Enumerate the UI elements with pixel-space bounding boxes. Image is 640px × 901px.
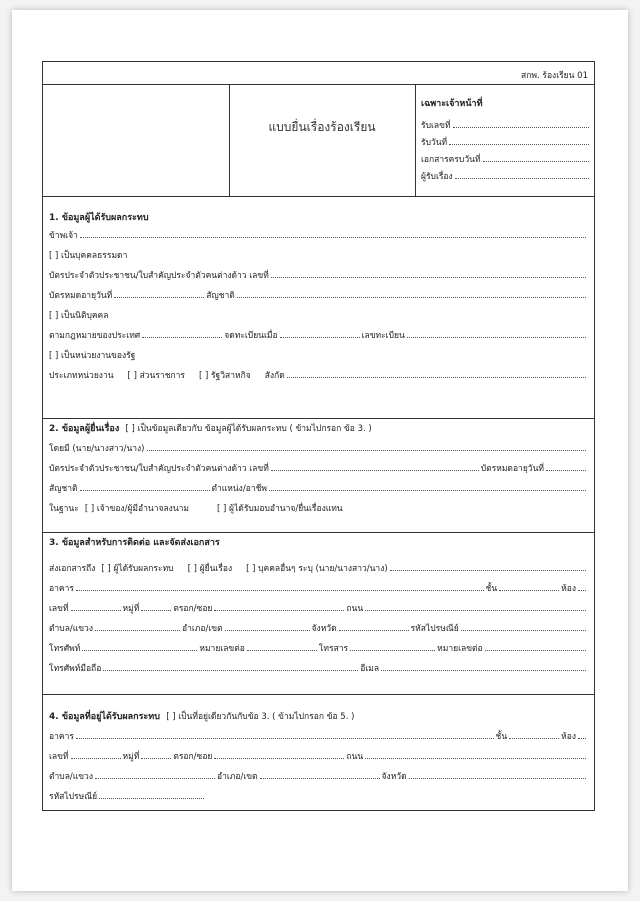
phone-row[interactable] [49,641,588,661]
label: หมายเลขต่อ [437,644,483,654]
label: โดยมี (นาย/นางสาว/นาง) [49,444,145,454]
postcode-row[interactable] [49,789,588,809]
label: ถนน [346,752,364,762]
label: [ ] เป็นบุคคลธรรมดา [49,251,128,261]
label: บัตรหมดอายุวันที่ [49,291,113,301]
filer-capacity-row [49,501,588,521]
building-row[interactable] [49,729,588,749]
address-row[interactable] [49,601,588,621]
label: ตำแหน่ง/อาชีพ [211,484,267,494]
divider [229,84,230,196]
label: เลขที่ [49,752,69,762]
label: โทรศัพท์มือถือ [49,664,102,674]
section-title: 1. ข้อมูลผู้ได้รับผลกระทบ [49,213,149,223]
building-row[interactable] [49,581,588,601]
officer-only-box [421,96,591,186]
label: ประเภทหน่วยงาน [49,371,114,381]
expiry-nationality-row[interactable] [49,288,588,308]
section-title: 3. ข้อมูลสำหรับการติดต่อ และจัดส่งเอกสาร [49,538,220,548]
label: ตำบล/แขวง [49,624,93,634]
label: บัตรประจำตัวประชาชน/ใบสำคัญประจำตัวคนต่างด้าว เลขที่ [49,464,269,474]
label: ตรอก/ซอย [173,752,213,762]
label: อีเมล [360,664,380,674]
label: เลขที่ [49,604,69,614]
divider [43,84,594,85]
gov-agency-checkbox[interactable] [49,348,588,368]
state-enterprise-checkbox[interactable]: [ ] รัฐวิสาหกิจ [198,371,251,381]
label: จดทะเบียนเมื่อ [224,331,278,341]
section-affected-person [43,196,594,388]
juristic-detail-row[interactable] [49,328,588,348]
label: เลขทะเบียน [361,331,405,341]
section-filer [43,418,594,521]
received-date-field[interactable] [421,135,591,152]
delegate-checkbox[interactable]: [ ] ผู้ได้รับมอบอำนาจ/ยื่นเรื่องแทน [217,504,343,514]
label: ส่งเอกสารถึง [49,564,96,574]
label: โทรศัพท์ [49,644,81,654]
label: หมู่ที่ [122,752,140,762]
label: สัญชาติ [206,291,235,301]
form-code: สกพ. ร้องเรียน 01 [521,71,588,81]
label: จังหวัด [381,772,407,782]
label: เอกสารครบวันที่ [421,155,481,165]
label: อำเภอ/เขต [216,772,258,782]
filer-name-field[interactable] [49,441,588,461]
label: จังหวัด [311,624,337,634]
docs-complete-field[interactable] [421,152,591,169]
agency-type-row[interactable] [49,368,588,388]
label: ตำบล/แขวง [49,772,93,782]
label: ข้าพเจ้า [49,231,78,241]
filer-id-row[interactable] [49,461,588,481]
owner-checkbox[interactable]: [ ] เจ้าของ/ผู้มีอำนาจลงนาม [84,504,190,514]
filer-checkbox[interactable]: [ ] ผู้ยื่นเรื่อง [187,564,233,574]
complaint-form [42,61,595,811]
label: อำเภอ/เขต [181,624,223,634]
gov-unit-checkbox[interactable]: [ ] ส่วนราชการ [127,371,185,381]
label: ตรอก/ซอย [173,604,213,614]
divider [415,84,416,196]
label: ชั้น [495,732,508,742]
label: หมู่ที่ [122,604,140,614]
id-card-field[interactable] [49,268,588,288]
area-row[interactable] [49,769,588,789]
label: ห้อง [561,584,576,594]
label: ชั้น [485,584,498,594]
label: อาคาร [49,732,74,742]
affected-checkbox[interactable]: [ ] ผู้ได้รับผลกระทบ [101,564,174,574]
section-title: 2. ข้อมูลผู้ยื่นเรื่อง [49,424,120,434]
same-as-contact-checkbox[interactable]: [ ] เป็นที่อยู่เดียวกันกับข้อ 3. ( ข้ามไปกรอก ข้อ 5. ) [166,712,355,722]
label: รหัสไปรษณีย์ [49,792,98,802]
juristic-person-checkbox[interactable] [49,308,588,328]
filer-nationality-row[interactable] [49,481,588,501]
label: รับเลขที่ [421,121,451,131]
section-contact [43,532,594,681]
received-no-field[interactable] [421,118,591,135]
label: โทรสาร [318,644,349,654]
label: [ ] เป็นหน่วยงานของรัฐ [49,351,136,361]
other-person-checkbox[interactable]: [ ] บุคคลอื่นๆ ระบุ (นาย/นางสาว/นาง) [246,564,388,574]
label: ในฐานะ [49,504,79,514]
label: อาคาร [49,584,74,594]
label: รับวันที่ [421,138,448,148]
label: สัญชาติ [49,484,78,494]
officer-heading: เฉพาะเจ้าหน้าที่ [421,99,483,109]
label: บัตรหมดอายุวันที่ [480,464,544,474]
label: [ ] เป็นนิติบุคคล [49,311,109,321]
area-row[interactable] [49,621,588,641]
mobile-email-row[interactable] [49,661,588,681]
label: บัตรประจำตัวประชาชน/ใบสำคัญประจำตัวคนต่างด้าว เลขที่ [49,271,269,281]
label: รหัสไปรษณีย์ [410,624,459,634]
name-field[interactable] [49,228,588,248]
address-row[interactable] [49,749,588,769]
label: ห้อง [561,732,576,742]
label: สังกัด [264,371,285,381]
same-as-affected-checkbox[interactable]: [ ] เป็นข้อมูลเดียวกับ ข้อมูลผู้ได้รับผลกระทบ ( ข้ามไปกรอก ข้อ 3. ) [125,424,372,434]
label: หมายเลขต่อ [199,644,245,654]
send-to-row [49,561,588,581]
receiver-field[interactable] [421,169,591,186]
label: ถนน [346,604,364,614]
section-title: 4. ข้อมูลที่อยู่ได้รับผลกระทบ [49,712,160,722]
label: ตามกฎหมายของประเทศ [49,331,141,341]
document-sheet [12,10,628,891]
form-title: แบบยื่นเรื่องร้องเรียน [268,120,376,134]
section-affected-address [43,694,594,809]
natural-person-checkbox[interactable] [49,248,588,268]
label: ผู้รับเรื่อง [421,172,453,182]
